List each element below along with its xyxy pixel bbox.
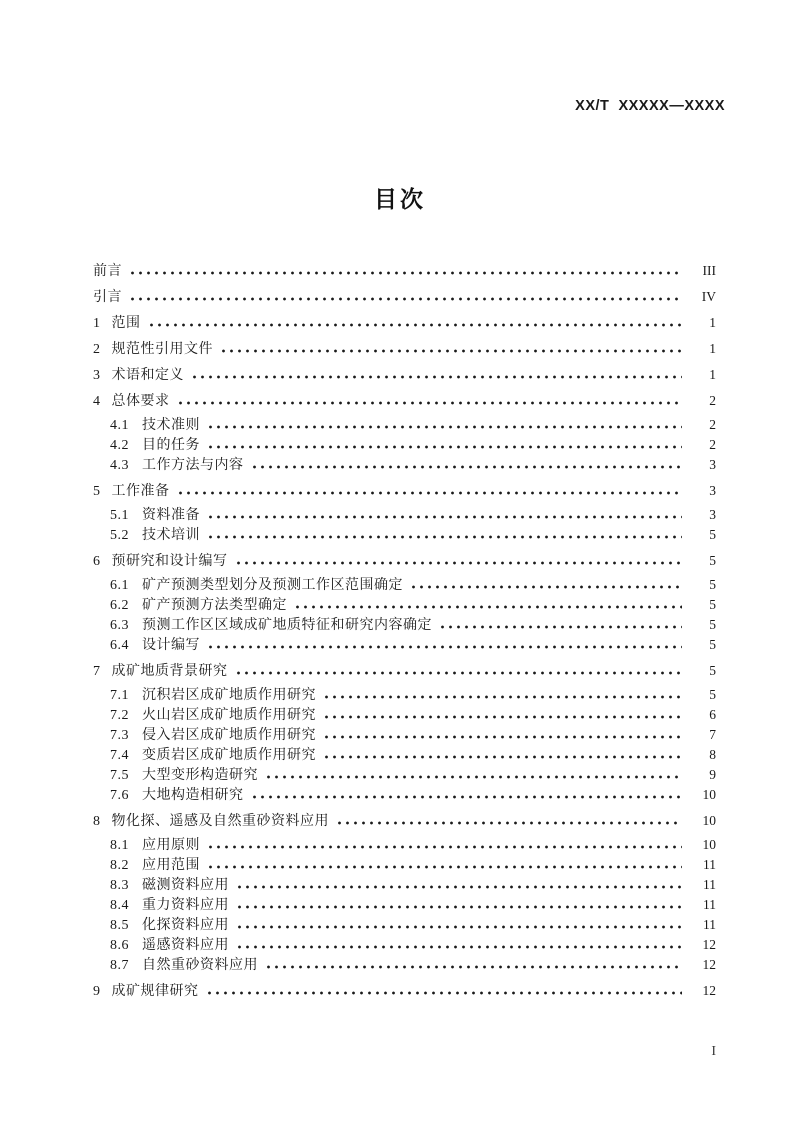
toc-entry-number: 6.3 (110, 618, 129, 633)
footer-page-number: I (711, 1044, 716, 1059)
toc-entry-label: 范围 (111, 316, 141, 331)
toc-entry-label: 大型变形构造研究 (142, 768, 258, 783)
toc-entry-label: 工作方法与内容 (142, 458, 244, 473)
toc-entry (93, 785, 716, 805)
dot-leader-icon (237, 671, 683, 675)
dot-leader-icon (238, 945, 682, 949)
dot-leader-icon (193, 375, 682, 379)
toc-entry-label: 侵入岩区成矿地质作用研究 (142, 728, 316, 743)
toc-entry-number: 6 (93, 554, 101, 569)
toc-entry (93, 915, 716, 935)
toc-entry-page: 5 (709, 617, 716, 632)
toc-entry-number: 8.5 (110, 918, 129, 933)
toc-entry-label: 目的任务 (142, 438, 200, 453)
toc-entry (93, 615, 716, 635)
toc-entry-label: 成矿地质背景研究 (111, 664, 228, 679)
toc-entry-number: 4.3 (110, 458, 129, 473)
dot-leader-icon (325, 735, 682, 739)
toc-entry-label: 引言 (93, 290, 122, 305)
toc-entry (93, 313, 716, 333)
dot-leader-icon (209, 535, 682, 539)
toc-entry-page: 2 (709, 417, 716, 432)
dot-leader-icon (209, 845, 682, 849)
standard-code: XX/T XXXXX—XXXX (575, 98, 725, 114)
toc-entry (93, 261, 716, 281)
toc-entry-label: 术语和定义 (111, 368, 184, 383)
toc-entry-label: 磁测资料应用 (142, 878, 229, 893)
dot-leader-icon (209, 445, 682, 449)
toc-entry (93, 745, 716, 765)
dot-leader-icon (209, 645, 682, 649)
dot-leader-icon (208, 991, 683, 995)
toc-entry-page: 10 (702, 787, 716, 802)
dot-leader-icon (338, 821, 682, 825)
dot-leader-icon (325, 715, 682, 719)
toc-entry (93, 287, 716, 307)
toc-entry (93, 835, 716, 855)
dot-leader-icon (325, 755, 682, 759)
toc-entry-page: 11 (703, 857, 716, 872)
toc-entry-page: 5 (709, 527, 716, 542)
toc-entry (93, 811, 716, 831)
toc-entry-label: 工作准备 (111, 484, 170, 499)
toc-entry-number: 7.1 (110, 688, 129, 703)
toc-entry-page: 1 (709, 315, 716, 330)
toc-entry-label: 应用原则 (142, 838, 200, 853)
toc-entry-label: 规范性引用文件 (111, 342, 213, 357)
toc-entry-number: 4.2 (110, 438, 129, 453)
page-header (0, 0, 800, 115)
toc-entry-number: 7.5 (110, 768, 129, 783)
toc-entry-page: III (702, 263, 716, 278)
toc-entry (93, 935, 716, 955)
toc-entry-number: 8.3 (110, 878, 129, 893)
dot-leader-icon (325, 695, 682, 699)
toc-entry (93, 435, 716, 455)
toc-entry-page: 1 (709, 341, 716, 356)
toc-entry-page: 7 (709, 727, 716, 742)
toc-entry-number: 8 (93, 814, 101, 829)
toc-entry (93, 725, 716, 745)
toc-entry (93, 685, 716, 705)
toc-entry-label: 大地构造相研究 (142, 788, 244, 803)
dot-leader-icon (179, 401, 683, 405)
toc-entry-page: 6 (709, 707, 716, 722)
toc-entry-number: 7.4 (110, 748, 129, 763)
toc-entry-label: 预研究和设计编写 (111, 554, 228, 569)
toc-entry-page: 10 (702, 813, 716, 828)
toc-entry-page: 1 (709, 367, 716, 382)
dot-leader-icon (296, 605, 682, 609)
toc-entry-label: 应用范围 (142, 858, 200, 873)
toc-entry (93, 339, 716, 359)
toc-entry-number: 7 (93, 664, 101, 679)
toc-entry-page: 8 (709, 747, 716, 762)
toc-entry-label: 技术培训 (142, 528, 200, 543)
toc-entry-label: 重力资料应用 (142, 898, 229, 913)
toc-entry-number: 5.1 (110, 508, 129, 523)
toc-entry-number: 3 (93, 368, 101, 383)
toc-entry-page: 11 (703, 897, 716, 912)
toc-entry-label: 沉积岩区成矿地质作用研究 (142, 688, 316, 703)
toc-entry-page: 3 (709, 457, 716, 472)
toc-entry-number: 4 (93, 394, 101, 409)
toc-entry-page: 11 (703, 917, 716, 932)
toc-entry-label: 物化探、遥感及自然重砂资料应用 (111, 814, 329, 829)
toc-entry-number: 5 (93, 484, 101, 499)
toc-entry-page: 3 (709, 483, 716, 498)
toc-entry-number: 7.3 (110, 728, 129, 743)
toc-entry (93, 981, 716, 1001)
toc-entry-label: 矿产预测方法类型确定 (142, 598, 287, 613)
toc-entry (93, 595, 716, 615)
toc-entry-page: 10 (702, 837, 716, 852)
dot-leader-icon (237, 561, 683, 565)
toc-entry-label: 设计编写 (142, 638, 200, 653)
toc-entry-number: 1 (93, 316, 101, 331)
toc-entry-label: 火山岩区成矿地质作用研究 (142, 708, 316, 723)
toc-entry-number: 8.1 (110, 838, 129, 853)
toc-entry (93, 415, 716, 435)
toc-entry (93, 481, 716, 501)
toc-entry-label: 技术准则 (142, 418, 200, 433)
dot-leader-icon (209, 865, 682, 869)
toc-entry-page: 12 (702, 983, 716, 998)
dot-leader-icon (238, 925, 682, 929)
toc-entry-label: 前言 (93, 264, 122, 279)
toc-entry-label: 总体要求 (111, 394, 170, 409)
toc-entry-number: 7.6 (110, 788, 129, 803)
toc-entry (93, 875, 716, 895)
toc-entry-page: 9 (709, 767, 716, 782)
toc-entry-number: 6.1 (110, 578, 129, 593)
dot-leader-icon (131, 271, 682, 275)
dot-leader-icon (253, 465, 683, 469)
toc-entry (93, 895, 716, 915)
toc-entry-number: 6.4 (110, 638, 129, 653)
toc-entry-label: 资料准备 (142, 508, 200, 523)
toc-entry-page: 5 (709, 577, 716, 592)
toc-entry-page: 5 (709, 687, 716, 702)
toc-entry-number: 9 (93, 984, 101, 999)
toc-entry-page: 12 (702, 937, 716, 952)
toc-entry (93, 705, 716, 725)
dot-leader-icon (209, 515, 682, 519)
toc-entry (93, 455, 716, 475)
dot-leader-icon (179, 491, 683, 495)
dot-leader-icon (222, 349, 682, 353)
toc-entry (93, 635, 716, 655)
toc-entry-label: 成矿规律研究 (111, 984, 199, 999)
dot-leader-icon (441, 625, 682, 629)
toc-entry-page: 12 (702, 957, 716, 972)
toc-entry-label: 化探资料应用 (142, 918, 229, 933)
dot-leader-icon (267, 965, 682, 969)
toc-entry-number: 8.7 (110, 958, 129, 973)
toc-entry-label: 遥感资料应用 (142, 938, 229, 953)
toc-entry-number: 8.6 (110, 938, 129, 953)
toc-entry-page: 5 (709, 663, 716, 678)
toc-entry-number: 8.2 (110, 858, 129, 873)
toc-entry-page: 5 (709, 597, 716, 612)
dot-leader-icon (131, 297, 682, 301)
dot-leader-icon (150, 323, 683, 327)
dot-leader-icon (238, 885, 682, 889)
toc-entry-label: 自然重砂资料应用 (142, 958, 258, 973)
toc-entry-page: 5 (709, 637, 716, 652)
toc-entry (93, 391, 716, 411)
dot-leader-icon (412, 585, 682, 589)
toc-entry (93, 661, 716, 681)
toc-list (0, 261, 800, 1001)
toc-entry-number: 7.2 (110, 708, 129, 723)
dot-leader-icon (209, 425, 682, 429)
toc-entry (93, 525, 716, 545)
dot-leader-icon (267, 775, 682, 779)
toc-entry-number: 2 (93, 342, 101, 357)
toc-entry (93, 765, 716, 785)
toc-entry-number: 5.2 (110, 528, 129, 543)
toc-entry-page: 3 (709, 507, 716, 522)
toc-entry-page: IV (701, 289, 716, 304)
toc-entry-label: 变质岩区成矿地质作用研究 (142, 748, 316, 763)
toc-entry-page: 5 (709, 553, 716, 568)
toc-entry (93, 505, 716, 525)
toc-entry-page: 11 (703, 877, 716, 892)
toc-entry-number: 6.2 (110, 598, 129, 613)
toc-entry (93, 955, 716, 975)
toc-entry-number: 8.4 (110, 898, 129, 913)
toc-entry-number: 4.1 (110, 418, 129, 433)
toc-entry-label: 预测工作区区域成矿地质特征和研究内容确定 (142, 618, 432, 633)
toc-entry (93, 855, 716, 875)
toc-entry-page: 2 (709, 393, 716, 408)
toc-entry (93, 365, 716, 385)
toc-entry-page: 2 (709, 437, 716, 452)
page-title: 目次 (374, 186, 426, 212)
toc-entry (93, 551, 716, 571)
toc-entry-label: 矿产预测类型划分及预测工作区范围确定 (142, 578, 403, 593)
toc-entry (93, 575, 716, 595)
dot-leader-icon (238, 905, 682, 909)
dot-leader-icon (253, 795, 683, 799)
